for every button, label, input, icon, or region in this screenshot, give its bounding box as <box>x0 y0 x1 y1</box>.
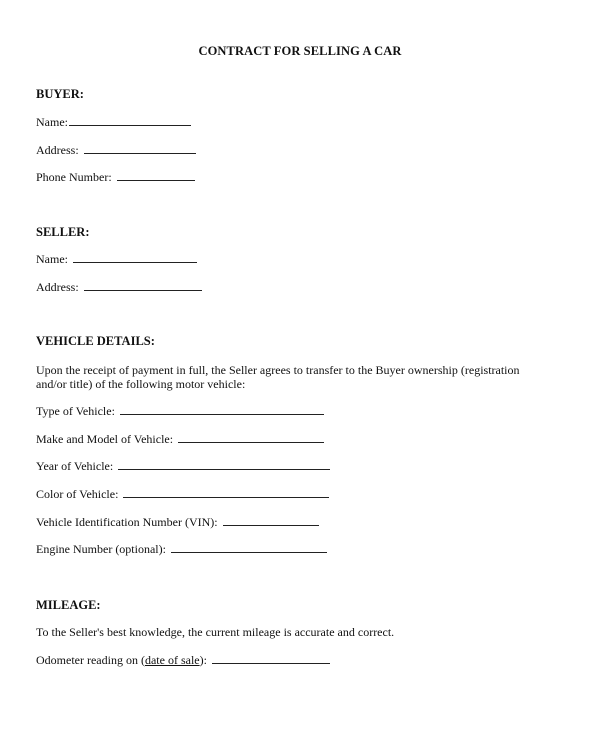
vehicle-color-field[interactable] <box>123 487 329 498</box>
buyer-heading: BUYER: <box>36 87 84 101</box>
mileage-heading: MILEAGE: <box>36 598 101 612</box>
vehicle-engine-row <box>36 542 327 557</box>
seller-heading: SELLER: <box>36 225 90 239</box>
buyer-phone-field[interactable] <box>117 170 195 181</box>
vehicle-year-field[interactable] <box>118 459 330 470</box>
buyer-address-field[interactable] <box>84 143 196 154</box>
buyer-name-label: Name: <box>36 115 68 129</box>
seller-address-field[interactable] <box>84 280 202 291</box>
vehicle-engine-label: Engine Number (optional): <box>36 542 166 556</box>
seller-name-field[interactable] <box>73 252 197 263</box>
vehicle-intro-line-1: Upon the receipt of payment in full, the Seller agrees to transfer to the Buyer ownership (registration <box>36 363 520 377</box>
seller-name-label: Name: <box>36 252 68 266</box>
vehicle-intro-paragraph <box>36 363 576 391</box>
seller-address-row <box>36 280 202 295</box>
vehicle-type-row <box>36 404 324 419</box>
odometer-row <box>36 653 330 668</box>
vehicle-vin-row <box>36 515 319 530</box>
vehicle-type-field[interactable] <box>120 404 324 415</box>
vehicle-engine-field[interactable] <box>171 542 327 553</box>
vehicle-heading: VEHICLE DETAILS: <box>36 334 155 348</box>
buyer-phone-row <box>36 170 195 185</box>
buyer-address-row <box>36 143 196 158</box>
buyer-name-field[interactable] <box>69 115 191 126</box>
vehicle-intro-line-2: and/or title) of the following motor vehicle: <box>36 377 246 391</box>
buyer-phone-label: Phone Number: <box>36 170 112 184</box>
vehicle-make-model-field[interactable] <box>178 432 324 443</box>
vehicle-make-model-label: Make and Model of Vehicle: <box>36 432 174 446</box>
mileage-statement: To the Seller's best knowledge, the current mileage is accurate and correct. <box>36 625 395 639</box>
buyer-address-label: Address: <box>36 143 79 157</box>
vehicle-type-label: Type of Vehicle: <box>36 404 115 418</box>
vehicle-year-row <box>36 459 330 474</box>
vehicle-color-row <box>36 487 329 502</box>
vehicle-color-label: Color of Vehicle: <box>36 487 119 501</box>
odometer-suffix: ): <box>199 653 207 667</box>
buyer-name-row <box>36 115 191 130</box>
odometer-prefix: Odometer reading on ( <box>36 653 145 667</box>
vehicle-vin-field[interactable] <box>223 515 319 526</box>
seller-address-label: Address: <box>36 280 79 294</box>
document-title: CONTRACT FOR SELLING A CAR <box>198 44 402 58</box>
odometer-date-placeholder: date of sale <box>144 653 200 667</box>
vehicle-vin-label: Vehicle Identification Number (VIN): <box>36 515 218 529</box>
seller-name-row <box>36 252 197 267</box>
vehicle-year-label: Year of Vehicle: <box>36 459 114 473</box>
odometer-reading-field[interactable] <box>212 653 330 664</box>
vehicle-make-model-row <box>36 432 324 447</box>
